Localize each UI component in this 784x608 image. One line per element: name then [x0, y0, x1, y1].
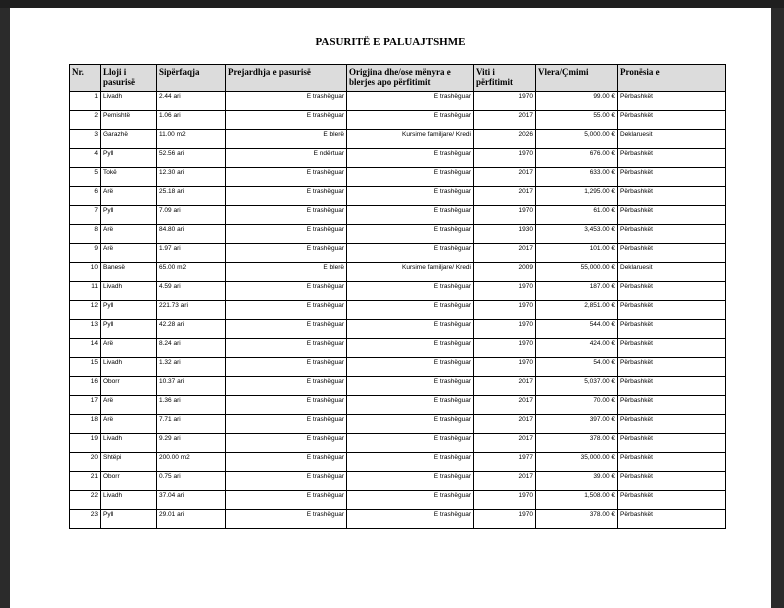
- cell-row-number: 15: [70, 358, 101, 377]
- table-row: [70, 92, 726, 111]
- cell-area: 8.24 ari: [157, 339, 226, 358]
- cell-ownership: Përbashkët: [618, 396, 726, 415]
- cell-year: 2017: [474, 415, 536, 434]
- cell-ownership: Përbashkët: [618, 377, 726, 396]
- cell-ownership: Përbashkët: [618, 168, 726, 187]
- cell-row-number: 8: [70, 225, 101, 244]
- cell-value: 5,037.00 €: [536, 377, 618, 396]
- cell-origin: E trashëguar: [226, 92, 347, 111]
- cell-ownership: Përbashkët: [618, 339, 726, 358]
- cell-year: 2017: [474, 187, 536, 206]
- cell-property-type: Livadh: [101, 434, 157, 453]
- document-page: [10, 8, 771, 608]
- column-header-year: Viti i përfitimit: [474, 65, 536, 92]
- cell-area: 10.37 ari: [157, 377, 226, 396]
- table-row: [70, 187, 726, 206]
- cell-row-number: 13: [70, 320, 101, 339]
- table-row: [70, 301, 726, 320]
- cell-origin: E ndërtuar: [226, 149, 347, 168]
- cell-ownership: Përbashkët: [618, 206, 726, 225]
- cell-origin: E trashëguar: [226, 187, 347, 206]
- cell-area: 52.56 ari: [157, 149, 226, 168]
- cell-acquisition: E trashëguar: [347, 282, 474, 301]
- cell-year: 2017: [474, 396, 536, 415]
- cell-row-number: 1: [70, 92, 101, 111]
- table-row: [70, 225, 726, 244]
- cell-year: 1970: [474, 282, 536, 301]
- cell-value: 101.00 €: [536, 244, 618, 263]
- cell-row-number: 12: [70, 301, 101, 320]
- cell-acquisition: E trashëguar: [347, 244, 474, 263]
- cell-property-type: Pyll: [101, 301, 157, 320]
- cell-area: 42.28 ari: [157, 320, 226, 339]
- column-header-type: Lloji i pasurisë: [101, 65, 157, 92]
- cell-property-type: Pemishtë: [101, 111, 157, 130]
- table-row: [70, 434, 726, 453]
- cell-acquisition: E trashëguar: [347, 339, 474, 358]
- cell-ownership: Përbashkët: [618, 92, 726, 111]
- cell-year: 1970: [474, 491, 536, 510]
- cell-year: 1970: [474, 149, 536, 168]
- cell-origin: E trashëguar: [226, 301, 347, 320]
- cell-origin: E trashëguar: [226, 206, 347, 225]
- column-header-acquisition: Origjina dhe/ose mënyra e blerjes apo përfitimit: [347, 65, 474, 92]
- cell-acquisition: E trashëguar: [347, 434, 474, 453]
- cell-year: 1970: [474, 358, 536, 377]
- table-row: [70, 453, 726, 472]
- table-row: [70, 358, 726, 377]
- table-row: [70, 491, 726, 510]
- cell-property-type: Arë: [101, 187, 157, 206]
- cell-value: 424.00 €: [536, 339, 618, 358]
- cell-origin: E trashëguar: [226, 225, 347, 244]
- cell-value: 544.00 €: [536, 320, 618, 339]
- cell-ownership: Përbashkët: [618, 225, 726, 244]
- cell-row-number: 4: [70, 149, 101, 168]
- cell-ownership: Përbashkët: [618, 282, 726, 301]
- cell-acquisition: E trashëguar: [347, 415, 474, 434]
- table-row: [70, 206, 726, 225]
- cell-value: 55,000.00 €: [536, 263, 618, 282]
- cell-year: 1970: [474, 301, 536, 320]
- cell-property-type: Oborr: [101, 472, 157, 491]
- cell-row-number: 16: [70, 377, 101, 396]
- table-row: [70, 472, 726, 491]
- column-header-origin: Prejardhja e pasurisë: [226, 65, 347, 92]
- cell-ownership: Përbashkët: [618, 320, 726, 339]
- cell-year: 1970: [474, 510, 536, 529]
- cell-area: 9.29 ari: [157, 434, 226, 453]
- cell-value: 676.00 €: [536, 149, 618, 168]
- column-header-nr: Nr.: [70, 65, 101, 92]
- cell-area: 221.73 ari: [157, 301, 226, 320]
- table-row: [70, 320, 726, 339]
- cell-area: 1.06 ari: [157, 111, 226, 130]
- cell-row-number: 19: [70, 434, 101, 453]
- cell-area: 11.00 m2: [157, 130, 226, 149]
- cell-area: 7.09 ari: [157, 206, 226, 225]
- cell-ownership: Përbashkët: [618, 472, 726, 491]
- cell-ownership: Përbashkët: [618, 187, 726, 206]
- cell-area: 2.44 ari: [157, 92, 226, 111]
- cell-ownership: Përbashkët: [618, 491, 726, 510]
- cell-row-number: 9: [70, 244, 101, 263]
- cell-value: 5,000.00 €: [536, 130, 618, 149]
- cell-acquisition: Kursime familjare/ Kredi: [347, 263, 474, 282]
- cell-origin: E trashëguar: [226, 491, 347, 510]
- cell-acquisition: Kursime familjare/ Kredi: [347, 130, 474, 149]
- cell-value: 633.00 €: [536, 168, 618, 187]
- cell-origin: E trashëguar: [226, 358, 347, 377]
- table-row: [70, 130, 726, 149]
- cell-origin: E blerë: [226, 130, 347, 149]
- table-row: [70, 510, 726, 529]
- cell-property-type: Arë: [101, 396, 157, 415]
- cell-value: 187.00 €: [536, 282, 618, 301]
- cell-origin: E trashëguar: [226, 282, 347, 301]
- cell-acquisition: E trashëguar: [347, 510, 474, 529]
- table-row: [70, 282, 726, 301]
- cell-acquisition: E trashëguar: [347, 92, 474, 111]
- cell-property-type: Livadh: [101, 491, 157, 510]
- cell-acquisition: E trashëguar: [347, 206, 474, 225]
- cell-ownership: Deklaruesit: [618, 130, 726, 149]
- cell-area: 25.18 ari: [157, 187, 226, 206]
- cell-area: 4.59 ari: [157, 282, 226, 301]
- cell-value: 39.00 €: [536, 472, 618, 491]
- cell-acquisition: E trashëguar: [347, 168, 474, 187]
- cell-property-type: Livadh: [101, 358, 157, 377]
- cell-acquisition: E trashëguar: [347, 225, 474, 244]
- cell-origin: E trashëguar: [226, 510, 347, 529]
- cell-property-type: Pyll: [101, 206, 157, 225]
- cell-acquisition: E trashëguar: [347, 377, 474, 396]
- cell-value: 61.00 €: [536, 206, 618, 225]
- cell-acquisition: E trashëguar: [347, 396, 474, 415]
- cell-row-number: 7: [70, 206, 101, 225]
- cell-value: 55.00 €: [536, 111, 618, 130]
- cell-ownership: Përbashkët: [618, 358, 726, 377]
- cell-origin: E trashëguar: [226, 377, 347, 396]
- cell-area: 1.36 ari: [157, 396, 226, 415]
- cell-row-number: 2: [70, 111, 101, 130]
- cell-property-type: Arë: [101, 415, 157, 434]
- cell-origin: E blerë: [226, 263, 347, 282]
- table-row: [70, 244, 726, 263]
- cell-acquisition: E trashëguar: [347, 301, 474, 320]
- cell-year: 2017: [474, 434, 536, 453]
- cell-year: 2017: [474, 111, 536, 130]
- cell-row-number: 23: [70, 510, 101, 529]
- cell-value: 54.00 €: [536, 358, 618, 377]
- cell-ownership: Përbashkët: [618, 111, 726, 130]
- cell-year: 1970: [474, 339, 536, 358]
- cell-origin: E trashëguar: [226, 396, 347, 415]
- cell-value: 70.00 €: [536, 396, 618, 415]
- table-row: [70, 415, 726, 434]
- cell-ownership: Deklaruesit: [618, 263, 726, 282]
- cell-year: 1970: [474, 206, 536, 225]
- cell-property-type: Shtëpi: [101, 453, 157, 472]
- cell-acquisition: E trashëguar: [347, 453, 474, 472]
- table-row: [70, 111, 726, 130]
- cell-origin: E trashëguar: [226, 168, 347, 187]
- cell-row-number: 3: [70, 130, 101, 149]
- cell-ownership: Përbashkët: [618, 453, 726, 472]
- cell-origin: E trashëguar: [226, 453, 347, 472]
- cell-origin: E trashëguar: [226, 111, 347, 130]
- cell-value: 378.00 €: [536, 510, 618, 529]
- cell-year: 2017: [474, 472, 536, 491]
- cell-year: 1977: [474, 453, 536, 472]
- cell-row-number: 21: [70, 472, 101, 491]
- cell-acquisition: E trashëguar: [347, 472, 474, 491]
- cell-property-type: Arë: [101, 225, 157, 244]
- cell-property-type: Livadh: [101, 282, 157, 301]
- cell-area: 12.30 ari: [157, 168, 226, 187]
- table-row: [70, 339, 726, 358]
- cell-ownership: Përbashkët: [618, 434, 726, 453]
- cell-value: 397.00 €: [536, 415, 618, 434]
- cell-row-number: 22: [70, 491, 101, 510]
- cell-origin: E trashëguar: [226, 415, 347, 434]
- cell-acquisition: E trashëguar: [347, 111, 474, 130]
- document-title: PASURITË E PALUAJTSHME: [315, 36, 466, 48]
- cell-year: 2017: [474, 168, 536, 187]
- column-header-ownership: Pronësia e: [618, 65, 726, 92]
- cell-origin: E trashëguar: [226, 244, 347, 263]
- cell-ownership: Përbashkët: [618, 510, 726, 529]
- column-header-value: Vlera/Çmimi: [536, 65, 618, 92]
- table-row: [70, 396, 726, 415]
- cell-year: 2017: [474, 244, 536, 263]
- viewer-toolbar: [0, 0, 784, 8]
- cell-area: 1.32 ari: [157, 358, 226, 377]
- table-row: [70, 168, 726, 187]
- cell-value: 1,295.00 €: [536, 187, 618, 206]
- table-header-row: [70, 65, 726, 92]
- cell-row-number: 6: [70, 187, 101, 206]
- cell-origin: E trashëguar: [226, 339, 347, 358]
- cell-year: 2017: [474, 377, 536, 396]
- cell-property-type: Oborr: [101, 377, 157, 396]
- cell-acquisition: E trashëguar: [347, 358, 474, 377]
- table-row: [70, 377, 726, 396]
- column-header-area: Sipërfaqja: [157, 65, 226, 92]
- cell-area: 29.01 ari: [157, 510, 226, 529]
- cell-row-number: 17: [70, 396, 101, 415]
- cell-value: 35,000.00 €: [536, 453, 618, 472]
- cell-acquisition: E trashëguar: [347, 149, 474, 168]
- cell-property-type: Pyll: [101, 510, 157, 529]
- cell-area: 84.80 ari: [157, 225, 226, 244]
- cell-origin: E trashëguar: [226, 320, 347, 339]
- cell-value: 99.00 €: [536, 92, 618, 111]
- cell-property-type: Livadh: [101, 92, 157, 111]
- cell-row-number: 18: [70, 415, 101, 434]
- cell-value: 1,508.00 €: [536, 491, 618, 510]
- cell-area: 65.00 m2: [157, 263, 226, 282]
- cell-value: 378.00 €: [536, 434, 618, 453]
- cell-property-type: Arë: [101, 244, 157, 263]
- cell-area: 1.97 ari: [157, 244, 226, 263]
- cell-acquisition: E trashëguar: [347, 491, 474, 510]
- cell-ownership: Përbashkët: [618, 244, 726, 263]
- property-table: [69, 64, 726, 529]
- cell-property-type: Tokë: [101, 168, 157, 187]
- cell-property-type: Pyll: [101, 320, 157, 339]
- table-row: [70, 149, 726, 168]
- cell-property-type: Garazhë: [101, 130, 157, 149]
- cell-year: 2026: [474, 130, 536, 149]
- cell-property-type: Pyll: [101, 149, 157, 168]
- cell-acquisition: E trashëguar: [347, 187, 474, 206]
- cell-area: 37.04 ari: [157, 491, 226, 510]
- cell-year: 2009: [474, 263, 536, 282]
- cell-year: 1970: [474, 320, 536, 339]
- cell-row-number: 14: [70, 339, 101, 358]
- cell-property-type: Banesë: [101, 263, 157, 282]
- cell-ownership: Përbashkët: [618, 149, 726, 168]
- cell-property-type: Arë: [101, 339, 157, 358]
- cell-ownership: Përbashkët: [618, 415, 726, 434]
- cell-year: 1930: [474, 225, 536, 244]
- cell-ownership: Përbashkët: [618, 301, 726, 320]
- table-row: [70, 263, 726, 282]
- cell-area: 200.00 m2: [157, 453, 226, 472]
- cell-origin: E trashëguar: [226, 472, 347, 491]
- cell-row-number: 10: [70, 263, 101, 282]
- cell-value: 3,453.00 €: [536, 225, 618, 244]
- cell-value: 2,851.00 €: [536, 301, 618, 320]
- cell-row-number: 11: [70, 282, 101, 301]
- cell-row-number: 20: [70, 453, 101, 472]
- cell-area: 0.75 ari: [157, 472, 226, 491]
- cell-year: 1970: [474, 92, 536, 111]
- cell-area: 7.71 ari: [157, 415, 226, 434]
- cell-row-number: 5: [70, 168, 101, 187]
- cell-origin: E trashëguar: [226, 434, 347, 453]
- cell-acquisition: E trashëguar: [347, 320, 474, 339]
